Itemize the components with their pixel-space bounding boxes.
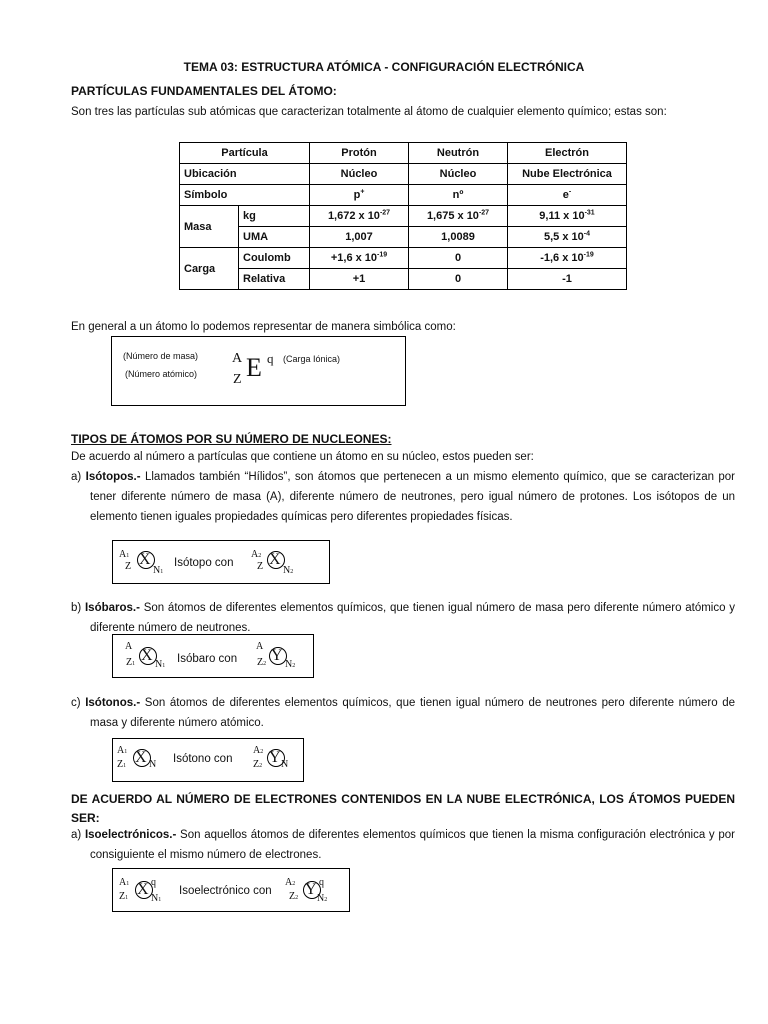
symbol-Z: Z (233, 372, 242, 387)
table-cell: 5,5 x $10^{-4}$ (508, 227, 627, 248)
atom-representation-box (111, 336, 406, 406)
table-cell: Coulomb (239, 248, 310, 269)
table-header: Partícula (180, 143, 310, 164)
table-cell: Núcleo (409, 164, 508, 185)
table-cell: nº (409, 185, 508, 206)
table-cell: 0 (409, 269, 508, 290)
table-cell: kg (239, 206, 310, 227)
table-header: Neutrón (409, 143, 508, 164)
table-cell: 1,007 (310, 227, 409, 248)
table-cell: Núcleo (310, 164, 409, 185)
nuclide-x1: A1 (119, 549, 130, 560)
table-cell: -1,6 x $10^{-19}$ (508, 248, 627, 269)
isobar-box: A Z1 X N1 Isóbaro con A Z2 Y N2 (112, 634, 314, 678)
table-cell: e- (508, 185, 627, 206)
table-row (180, 143, 627, 164)
table-row (180, 185, 627, 206)
table-cell: Símbolo (180, 185, 310, 206)
nucleons-intro: De acuerdo al número a partículas que contiene un átomo en su núcleo, estos pueden ser: (71, 451, 534, 463)
table-cell: +1 (310, 269, 409, 290)
table-header: Electrón (508, 143, 627, 164)
table-row (180, 206, 627, 227)
table-cell: p+ (310, 185, 409, 206)
table-cell: 0 (409, 248, 508, 269)
isotope-label: Isótopo con (174, 557, 234, 569)
isobar-label: Isóbaro con (177, 653, 238, 665)
table-row (180, 269, 627, 290)
atomic-number-label: (Número atómico) (125, 369, 198, 379)
symbol-q: q (267, 351, 274, 366)
isotone-label: Isótono con (173, 753, 233, 765)
isoelectronic-label: Isoelectrónico con (179, 885, 272, 897)
table-row (180, 227, 627, 248)
ionic-charge-label: (Carga Iónica) (283, 354, 341, 364)
section-heading-nucleons: TIPOS DE ÁTOMOS POR SU NÚMERO DE NUCLEONES: (71, 432, 392, 446)
table-cell: Carga (180, 248, 239, 290)
particles-intro: Son tres las partículas sub atómicas que caracterizan totalmente al átomo de cualquier elemento químico; estas son: (71, 106, 667, 118)
section-heading-electrons: DE ACUERDO AL NÚMERO DE ELECTRONES CONTENIDOS EN LA NUBE ELECTRÓNICA, LOS ÁTOMOS PUEDEN SER: (71, 792, 735, 825)
section-heading-particles: PARTÍCULAS FUNDAMENTALES DEL ÁTOMO: (71, 84, 337, 98)
isotopes-paragraph: a) Isótopos.- Llamados también “Hílidos”, son átomos que pertenecen a un mismo elemento químico, que se caracterizan por tener diferente número de masa (A), diferente número de neutrones, pero igual número de protones. Los isótopos de un elemento tienen iguales propiedades químicas pero diferentes propiedades físicas. (71, 471, 735, 523)
table-cell: 1,0089 (409, 227, 508, 248)
representation-text: En general a un átomo lo podemos representar de manera simbólica como: (71, 321, 456, 333)
mass-number-label: (Número de masa) (123, 351, 199, 361)
page-title: TEMA 03: ESTRUCTURA ATÓMICA - CONFIGURACIÓN ELECTRÓNICA (183, 60, 585, 74)
table-row (180, 248, 627, 269)
table-cell: 1,672 x $10^{-27}$ (310, 206, 409, 227)
isotone-box: A1 Z1 X N Isótono con A2 Z2 Y N (112, 738, 304, 782)
table-cell: Ubicación (180, 164, 310, 185)
table-cell: Nube Electrónica (508, 164, 627, 185)
table-cell: 9,11 x $10^{-31}$ (508, 206, 627, 227)
table-cell: -1 (508, 269, 627, 290)
table-cell: Relativa (239, 269, 310, 290)
isoelectronic-box: A1 Z1 X q N1 Isoelectrónico con A2 Z2 Y q N2 (112, 868, 350, 912)
particles-table (179, 142, 627, 290)
table-cell: UMA (239, 227, 310, 248)
table-cell: Masa (180, 206, 239, 248)
table-cell: +1,6 x $10^{-19}$ (310, 248, 409, 269)
table-row (180, 164, 627, 185)
nuclide-x2: A2 (251, 549, 262, 560)
isobars-paragraph: b) Isóbaros.- Son átomos de diferentes elementos químicos, que tienen igual número de masa pero diferente número atómico y diferente número de neutrones. (71, 602, 735, 634)
symbol-E: E (246, 353, 262, 382)
isoelectronic-paragraph: a) Isoelectrónicos.- Son aquellos átomos de diferentes elementos químicos que tienen la misma configuración electrónica y por consiguiente el mismo número de electrones. (71, 829, 736, 861)
isotones-paragraph: c) Isótonos.- Son átomos de diferentes elementos químicos, que tienen igual número de neutrones pero diferente número de masa y diferente número atómico. (71, 697, 735, 729)
table-header: Protón (310, 143, 409, 164)
isotope-box: A1 Z X N1 Isótopo con A2 Z X N2 (112, 540, 330, 584)
symbol-A: A (232, 351, 243, 366)
table-cell: 1,675 x $10^{-27}$ (409, 206, 508, 227)
